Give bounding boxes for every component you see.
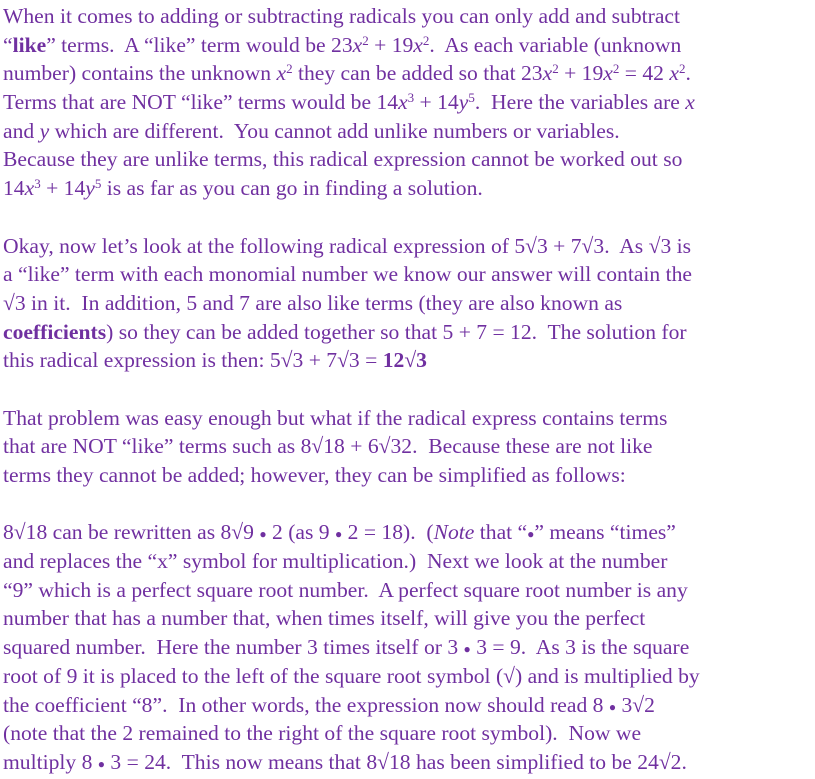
- text: “9” which is a perfect square root number. A perfect square root number is any: [3, 577, 688, 602]
- text: number that has a number that, when times itself, will give you the perfect: [3, 606, 646, 631]
- text: the coefficient “8”. In other words, the expression now should read 8: [3, 692, 609, 717]
- text: that are NOT “like” terms such as 8√18 + 6√32. Because these are not like: [3, 434, 653, 459]
- p4-line-7: [3, 691, 815, 720]
- text: + 19: [368, 32, 414, 57]
- bold-term-like: like: [12, 32, 47, 57]
- variable: x: [542, 61, 553, 86]
- p4-line-6: [3, 662, 815, 691]
- p3-line-1: [3, 404, 815, 433]
- variable: x: [398, 90, 408, 115]
- text: Okay, now let’s look at the following radical expression of 5√3 + 7√3. As √3 is: [3, 233, 692, 258]
- p1-line-6: [3, 145, 815, 174]
- text: they can be added so that 23: [292, 61, 543, 86]
- bold-term-coefficients: coefficients: [3, 319, 107, 344]
- exponent: 2: [286, 61, 293, 77]
- p4-line-8: [3, 719, 815, 748]
- text: 8√18 can be rewritten as 8√9: [3, 520, 260, 545]
- text: + 14: [40, 176, 86, 201]
- variable: y: [85, 176, 95, 201]
- text: . As each variable (unknown: [429, 32, 682, 57]
- text: squared number. Here the number 3 times itself or 3: [3, 635, 464, 660]
- p4-line-4: [3, 604, 815, 633]
- p4-line-5: [3, 633, 815, 662]
- text: Because they are unlike terms, this radical expression cannot be worked out so: [3, 147, 683, 172]
- p4-line-1: [3, 518, 815, 547]
- text: that “: [474, 520, 528, 545]
- multiplication-dot-icon: ●: [259, 527, 267, 542]
- p4-line-9: [3, 748, 815, 777]
- variable: x: [685, 90, 695, 115]
- variable: y: [39, 118, 50, 143]
- text: terms they cannot be added; however, they can be simplified as follows:: [3, 463, 626, 487]
- text: (note that the 2 remained to the right of the square root symbol). Now we: [3, 721, 642, 746]
- p3-line-2: [3, 432, 815, 461]
- p1-line-2: [3, 31, 815, 60]
- multiplication-dot-icon: ●: [527, 527, 535, 542]
- p1-line-4: [3, 88, 815, 117]
- text: √3 in it. In addition, 5 and 7 are also like terms (they are also known as: [3, 290, 623, 315]
- text: = 42: [619, 61, 670, 86]
- p1-line-1: [3, 2, 815, 31]
- exponent: 2: [552, 61, 559, 77]
- exponent: 5: [468, 90, 475, 106]
- variable: x: [276, 61, 287, 86]
- text: 3 = 24. This now means that 8√18 has been simplified to be 24√2.: [105, 749, 687, 774]
- p4-line-3: [3, 576, 815, 605]
- variable: x: [24, 176, 35, 201]
- p1-line-5: [3, 117, 815, 146]
- text: a “like” term with each monomial number we know our answer will contain the: [3, 262, 692, 287]
- text: ” terms. A “like” term would be 23: [46, 32, 353, 57]
- exponent: 3: [407, 90, 415, 106]
- paragraph-gap: [3, 203, 815, 232]
- text: multiply 8: [3, 749, 98, 774]
- paragraph-gap: [3, 490, 815, 519]
- text: ” means “times”: [534, 520, 676, 545]
- p2-line-5: [3, 346, 815, 375]
- text: and: [3, 118, 40, 143]
- p1-line-3: [3, 59, 815, 88]
- p2-line-4: [3, 318, 815, 347]
- text: + 14: [414, 90, 459, 115]
- text: 3 = 9. As 3 is the square: [470, 635, 690, 660]
- multiplication-dot-icon: ●: [463, 642, 471, 657]
- exponent: 2: [612, 61, 620, 77]
- p4-line-2: [3, 547, 815, 576]
- p2-line-1: [3, 232, 815, 261]
- variable: x: [352, 32, 363, 57]
- variable: x: [603, 61, 613, 86]
- multiplication-dot-icon: ●: [97, 756, 106, 771]
- variable: y: [458, 90, 469, 115]
- p2-line-2: [3, 260, 815, 289]
- p1-line-7: [3, 174, 815, 203]
- text: + 19: [558, 61, 604, 86]
- multiplication-dot-icon: ●: [608, 699, 617, 714]
- exponent: 2: [422, 32, 430, 48]
- text: 14: [3, 176, 25, 201]
- p3-line-3: [3, 461, 815, 490]
- text: number) contains the unknown: [3, 61, 277, 86]
- exponent: 3: [34, 176, 41, 192]
- p2-line-3: [3, 289, 815, 318]
- text: this radical expression is then: 5√3 + 7√3 =: [3, 348, 383, 373]
- note-label: Note: [433, 520, 475, 545]
- text: 2 (as 9: [266, 520, 335, 545]
- exponent: 2: [362, 32, 369, 48]
- paragraph-gap: [3, 375, 815, 404]
- exponent: 2: [678, 61, 686, 77]
- exponent: 5: [94, 176, 102, 192]
- text: .: [685, 61, 691, 86]
- text: root of 9 it is placed to the left of the square root symbol (√) and is multiplied by: [3, 663, 700, 688]
- text: . Here the variables are: [474, 90, 686, 115]
- text: is as far as you can go in finding a solution.: [101, 176, 483, 201]
- multiplication-dot-icon: ●: [334, 527, 343, 542]
- variable: x: [669, 61, 679, 86]
- text: “: [3, 32, 13, 57]
- text: Terms that are NOT “like” terms would be 14: [3, 90, 399, 115]
- text: When it comes to adding or subtracting radicals you can only add and subtract: [3, 4, 681, 28]
- variable: x: [413, 32, 423, 57]
- text: 3√2: [616, 692, 655, 717]
- text: and replaces the “x” symbol for multiplication.) Next we look at the number: [3, 549, 668, 574]
- text: which are different. You cannot add unlike numbers or variables.: [49, 118, 620, 143]
- text: That problem was easy enough but what if the radical express contains terms: [3, 405, 668, 430]
- text: ) so they can be added together so that 5 + 7 = 12. The solution for: [106, 319, 687, 344]
- text: 2 = 18). (: [342, 520, 434, 545]
- solution-answer: 12√3: [382, 348, 427, 373]
